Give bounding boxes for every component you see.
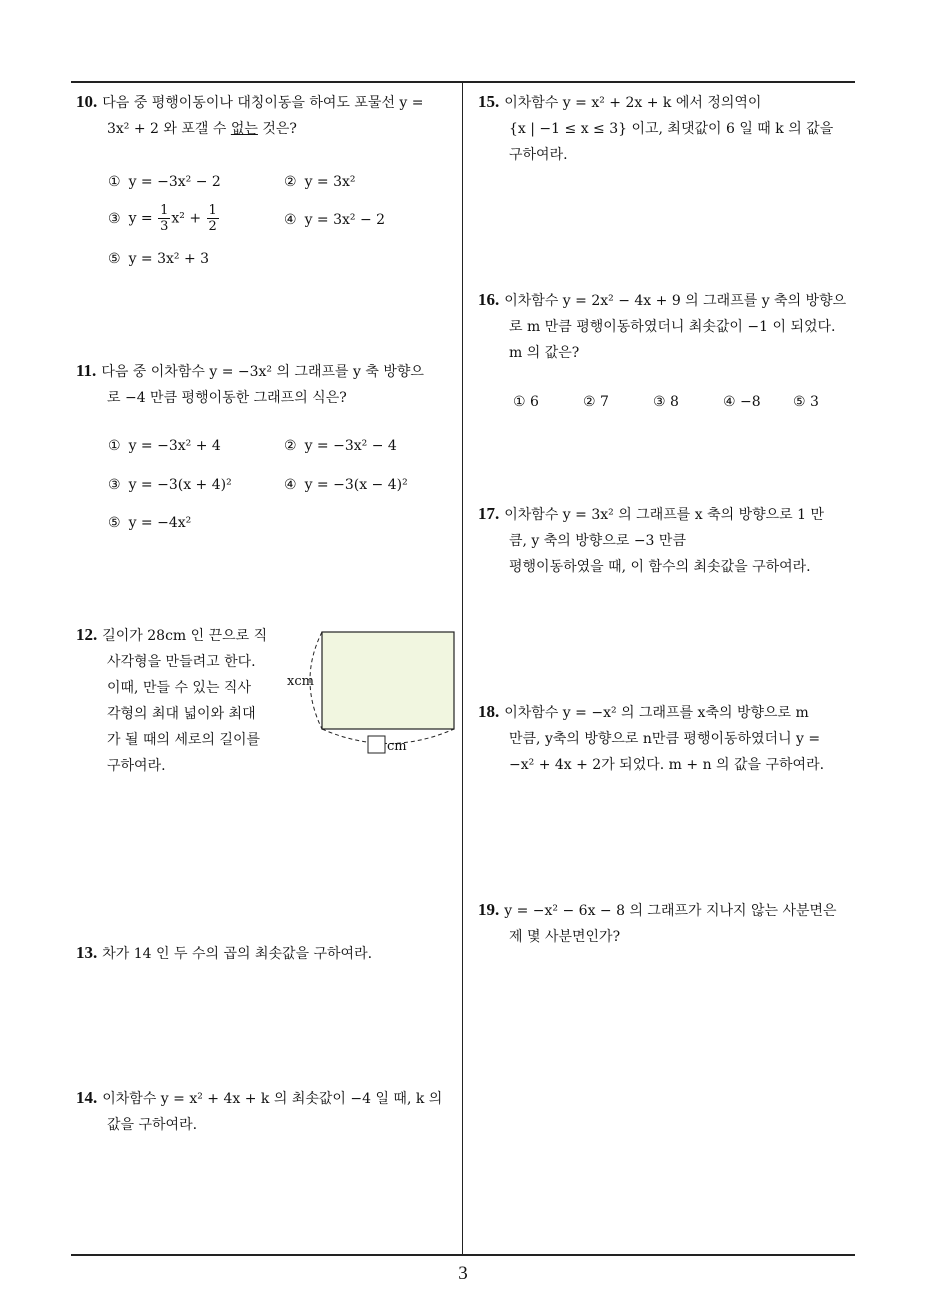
- fraction: $\frac{1}{2}$: [208, 203, 217, 234]
- option-2[interactable]: ② 7: [583, 394, 609, 410]
- question-text: 이차함수 y = 3x² 의 그래프를 x 축의 방향으로 1 만: [504, 507, 824, 523]
- question-12: 12. 길이가 28cm 인 끈으로 직 사각형을 만들려고 한다. 이때, 만들 수 있는 직사 각형의 최대 넓이와 최대 가 될 때의 세로의 길이를 구하여라.: [76, 625, 268, 774]
- question-13: [76, 940, 458, 967]
- option-2[interactable]: ② y = −3x² − 4: [284, 438, 397, 454]
- question-text: 다음 중 이차함수 y = −3x² 의 그래프를 y 축 방향으: [101, 364, 424, 380]
- fraction: $\frac{1}{3}$: [160, 203, 169, 234]
- question-text: 이차함수 y = x² + 2x + k 에서 정의역이: [504, 95, 762, 111]
- question-number: 17.: [478, 504, 500, 523]
- question-text-line2: 3x² + 2 와 포갤 수 없는 것은?: [107, 121, 297, 137]
- blank-box: [368, 736, 385, 753]
- page-number: 3: [458, 1263, 468, 1284]
- question-15: 15. 이차함수 y = x² + 2x + k 에서 정의역이 {x | −1 ≤ x ≤ 3} 이고, 최댓값이 6 일 때 k 의 값을 구하여라.: [478, 92, 834, 163]
- question-text: 다음 중 평행이동이나 대칭이동을 하여도 포물선 y =: [102, 95, 424, 111]
- question-text: 이차함수 y = x² + 4x + k 의 최솟값이 −4 일 때, k 의: [102, 1091, 443, 1107]
- question-number: 18.: [478, 702, 500, 721]
- option-3[interactable]: ③ 8: [653, 394, 679, 410]
- question-number: 13.: [76, 943, 98, 962]
- rectangle: [322, 632, 454, 729]
- option-4[interactable]: ④ −8: [723, 394, 761, 410]
- question-10: [76, 89, 458, 142]
- option-3[interactable]: ③ y = −3(x + 4)²: [108, 477, 232, 493]
- question-number: 11.: [76, 361, 97, 380]
- bottom-label: cm: [387, 739, 407, 754]
- option-1[interactable]: ① y = −3x² − 2: [108, 174, 221, 190]
- option-3[interactable]: ③ y = $\frac{1}{3}$ x² + $\frac{1}{2}$: [108, 203, 217, 234]
- question-text: 차가 14 인 두 수의 곱의 최솟값을 구하여라.: [102, 946, 373, 962]
- option-1[interactable]: ① y = −3x² + 4: [108, 438, 221, 454]
- question-number: 16.: [478, 290, 500, 309]
- question-text: 길이가 28cm 인 끈으로 직: [102, 628, 268, 644]
- rectangle-figure: [284, 626, 460, 760]
- question-14: 14. 이차함수 y = x² + 4x + k 의 최솟값이 −4 일 때, k 의 값을 구하여라.: [76, 1088, 443, 1133]
- question-number: 10.: [76, 92, 98, 111]
- option-1[interactable]: ① 6: [513, 394, 539, 410]
- side-label: xcm: [287, 674, 314, 689]
- option-5[interactable]: ⑤ 3: [793, 394, 819, 410]
- question-17: 17. 이차함수 y = 3x² 의 그래프를 x 축의 방향으로 1 만 큼, y 축의 방향으로 −3 만큼 평행이동하였을 때, 이 함수의 최솟값을 구하여라.: [478, 504, 824, 575]
- column-divider: [462, 82, 463, 1254]
- underlined-word: 없는: [230, 121, 258, 137]
- option-4[interactable]: ④ y = −3(x − 4)²: [284, 477, 408, 493]
- question-number: 15.: [478, 92, 500, 111]
- question-text: 이차함수 y = −x² 의 그래프를 x축의 방향으로 m: [504, 705, 809, 721]
- option-4[interactable]: ④ y = 3x² − 2: [284, 212, 386, 228]
- option-2[interactable]: ② y = 3x²: [284, 174, 356, 190]
- question-text: 이차함수 y = 2x² − 4x + 9 의 그래프를 y 축의 방향으: [504, 293, 847, 309]
- option-5[interactable]: ⑤ y = 3x² + 3: [108, 251, 210, 267]
- question-number: 14.: [76, 1088, 98, 1107]
- question-text: y = −x² − 6x − 8 의 그래프가 지나지 않는 사분면은: [504, 903, 837, 919]
- question-16: 16. 이차함수 y = 2x² − 4x + 9 의 그래프를 y 축의 방향으 로 m 만큼 평행이동하였더니 최솟값이 −1 이 되었다. m 의 값은?: [478, 290, 847, 361]
- question-number: 12.: [76, 625, 98, 644]
- question-number: 19.: [478, 900, 500, 919]
- option-5[interactable]: ⑤ y = −4x²: [108, 515, 192, 531]
- question-11: [76, 358, 458, 411]
- question-text-line2: 로 −4 만큼 평행이동한 그래프의 식은?: [107, 390, 347, 406]
- bottom-rule: [71, 1254, 855, 1256]
- question-18: 18. 이차함수 y = −x² 의 그래프를 x축의 방향으로 m 만큼, y축의 방향으로 n만큼 평행이동하였더니 y = −x² + 4x + 2가 되었다. m + n 의 값을 구하여라.: [478, 702, 825, 773]
- question-19: 19. y = −x² − 6x − 8 의 그래프가 지나지 않는 사분면은 제 몇 사분면인가?: [478, 900, 837, 945]
